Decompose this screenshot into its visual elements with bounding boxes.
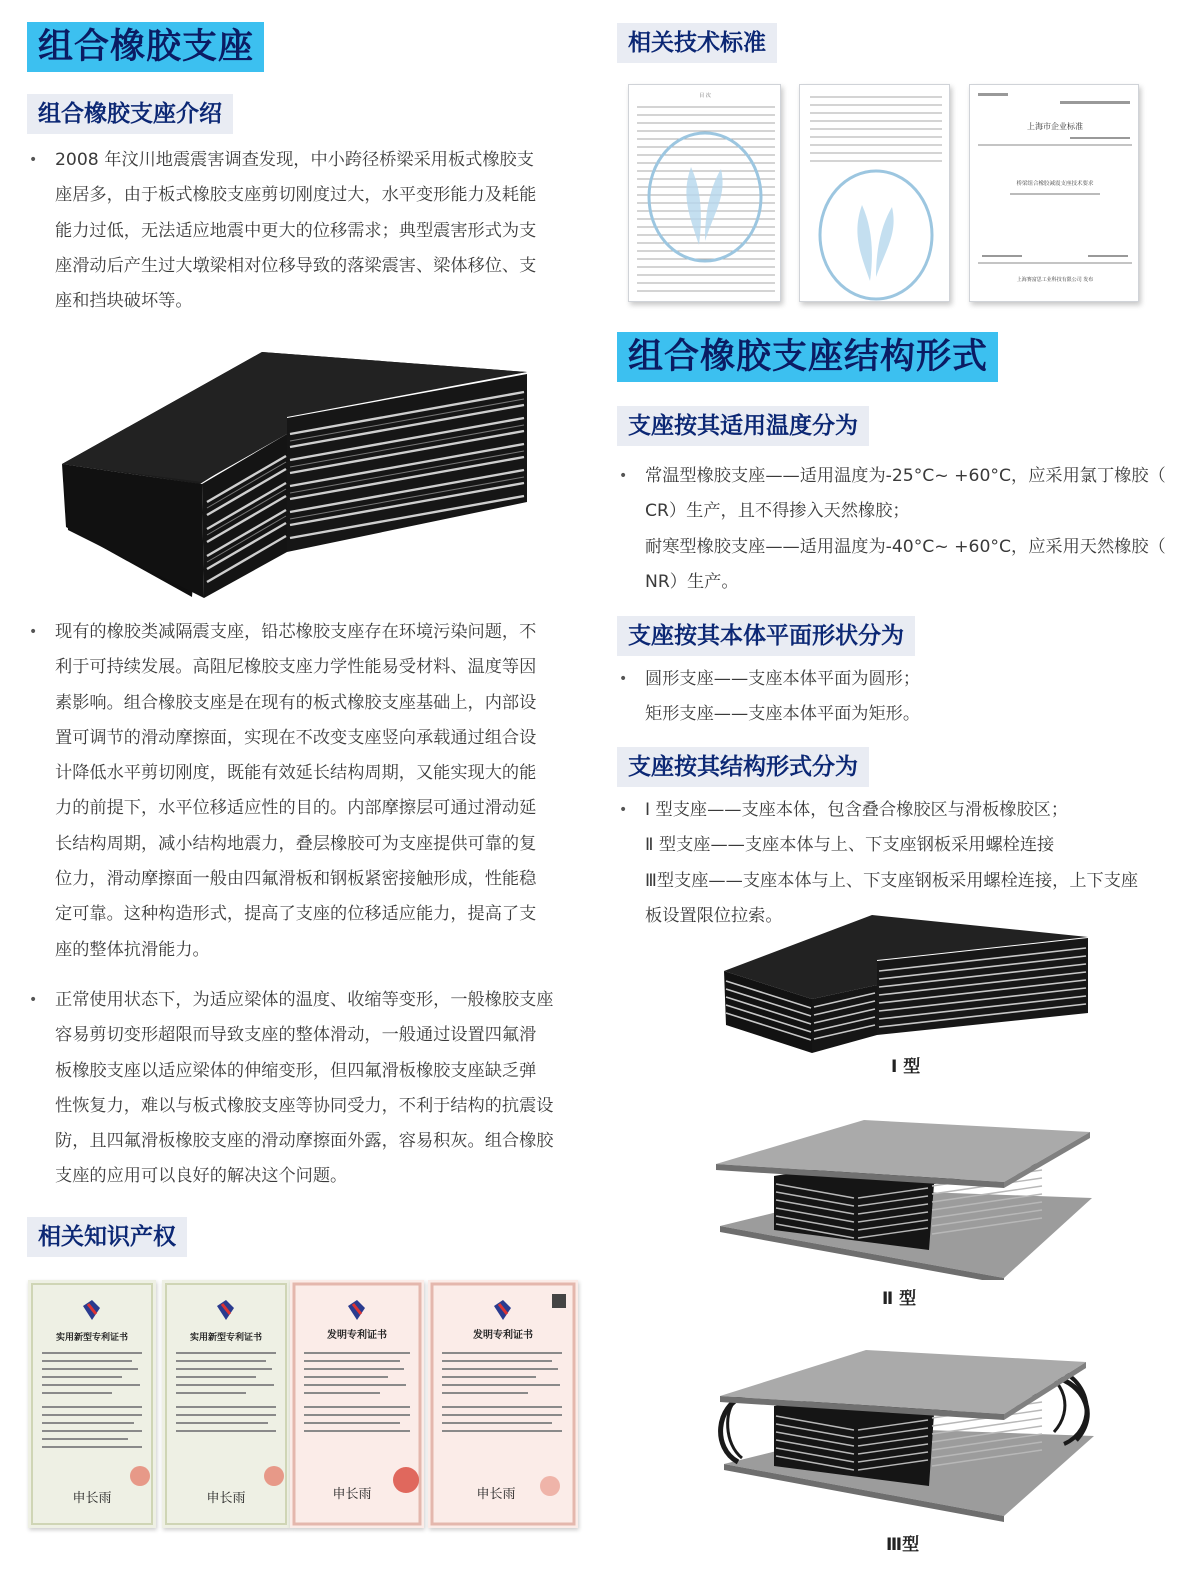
bearing-type-3 <box>714 1344 1096 1524</box>
shape-title: 支座按其本体平面形状分为 <box>617 616 915 656</box>
text-line: 座的整体抗滑能力。 <box>55 939 210 960</box>
text-line: 矩形支座——支座本体平面为矩形。 <box>645 704 921 725</box>
text-line: 支座的应用可以良好的解决这个问题。 <box>55 1166 348 1187</box>
text-line: Ⅰ 型支座——支座本体，包含叠合橡胶区与滑板橡胶区； <box>645 800 1069 820</box>
intro-bullet-1 <box>29 143 599 319</box>
main-title: 组合橡胶支座 <box>27 22 264 72</box>
bullet-dot: • <box>619 671 628 687</box>
text-line: 性恢复力，难以与板式橡胶支座等协同受力，不利于结构的抗震设 <box>55 1095 554 1116</box>
text-line: 圆形支座——支座本体平面为圆形； <box>645 669 921 689</box>
text-line: 板设置限位拉索。 <box>645 905 783 926</box>
bearing-type-1 <box>722 915 1092 1055</box>
bullet-dot: • <box>29 152 38 168</box>
certificate-heading: 实用新型专利证书 <box>55 1333 129 1343</box>
certificates-row <box>28 1280 580 1530</box>
ip-title: 相关知识产权 <box>27 1217 187 1257</box>
text-line: 位力，滑动摩擦面一般由四氟滑板和钢板紧密接触形成，性能稳 <box>55 869 537 890</box>
form-title: 支座按其结构形式分为 <box>617 747 869 787</box>
text-line: 能力过低，无法适应地震中更大的位移需求；典型震害形式为支 <box>55 220 537 241</box>
text-line: 常温型橡胶支座——适用温度为-25°C~ +60°C，应采用氯丁橡胶（ <box>645 466 1166 486</box>
text-line: 力的前提下，水平位移适应性的目的。内部摩擦层可通过滑动延 <box>55 798 537 819</box>
signature: 申长雨 <box>332 1487 372 1502</box>
text-line: 座滑动后产生过大墩梁相对位移导致的落梁震害、梁体移位、支 <box>55 255 537 276</box>
text-line: 置可调节的滑动摩擦面，实现在不改变支座竖向承载通过组合设 <box>55 727 537 748</box>
text-line: CR）生产，且不得掺入天然橡胶； <box>645 501 910 522</box>
intro-bullet-2 <box>29 615 599 968</box>
standard-doc-3 <box>969 84 1139 302</box>
doc-heading: 上海市企业标准 <box>1027 122 1083 131</box>
bullet-dot: • <box>29 992 38 1008</box>
standard-doc-2 <box>799 84 950 302</box>
standards-title: 相关技术标准 <box>617 23 777 63</box>
text-line: 正常使用状态下，为适应梁体的温度、收缩等变形，一般橡胶支座 <box>55 990 554 1010</box>
text-line: 耐寒型橡胶支座——适用温度为-40°C~ +60°C，应采用天然橡胶（ <box>645 536 1166 557</box>
text-line: 防，且四氟滑板橡胶支座的滑动摩擦面外露，容易积灰。组合橡胶 <box>55 1131 554 1152</box>
bullet-dot: • <box>29 624 38 640</box>
doc-heading: 目 次 <box>699 93 711 99</box>
standard-doc-1 <box>628 84 781 302</box>
type-2-caption: Ⅱ 型 <box>882 1289 917 1309</box>
form-bullet <box>619 793 1179 934</box>
certificate-4 <box>428 1280 578 1528</box>
signature: 申长雨 <box>206 1491 246 1506</box>
text-line: 座和挡块破坏等。 <box>55 291 193 312</box>
temp-title: 支座按其适用温度分为 <box>617 406 869 446</box>
structure-title: 组合橡胶支座结构形式 <box>617 332 998 382</box>
text-line: 座居多，由于板式橡胶支座剪切刚度过大，水平变形能力及耗能 <box>55 185 537 206</box>
intro-title: 组合橡胶支座介绍 <box>27 94 233 134</box>
bearing-illustration-large <box>62 352 532 602</box>
type-3-caption: Ⅲ型 <box>886 1535 920 1555</box>
certificate-heading: 实用新型专利证书 <box>189 1333 263 1343</box>
text-line: 利于可持续发展。高阻尼橡胶支座力学性能易受材料、温度等因 <box>55 657 537 678</box>
temp-bullet <box>619 459 1179 600</box>
bullet-dot: • <box>619 802 628 818</box>
certificate-heading: 发明专利证书 <box>327 1330 387 1341</box>
certificate-2 <box>162 1280 290 1528</box>
text-line: 现有的橡胶类减隔震支座，铅芯橡胶支座存在环境污染问题，不 <box>55 622 537 642</box>
text-line: 容易剪切变形超限而导致支座的整体滑动，一般通过设置四氟滑 <box>55 1025 537 1046</box>
intro-bullet-3 <box>29 983 599 1195</box>
signature: 申长雨 <box>72 1491 112 1506</box>
text-line: 计降低水平剪切刚度，既能有效延长结构周期，又能实现大的能 <box>55 763 537 784</box>
text-line: Ⅱ 型支座——支座本体与上、下支座钢板采用螺栓连接 <box>645 835 1055 856</box>
shape-bullet <box>619 662 1179 733</box>
bearing-type-2 <box>714 1118 1094 1280</box>
signature: 申长雨 <box>476 1487 516 1502</box>
text-line: NR）生产。 <box>645 571 739 592</box>
text-line: 定可靠。这种构造形式，提高了支座的位移适应能力，提高了支 <box>55 904 537 925</box>
certificate-1 <box>28 1280 156 1528</box>
type-1-caption: Ⅰ 型 <box>891 1057 921 1077</box>
text-line: 板橡胶支座以适应梁体的伸缩变形，但四氟滑板橡胶支座缺乏弹 <box>55 1060 537 1081</box>
text-line: 素影响。组合橡胶支座是在现有的板式橡胶支座基础上，内部设 <box>55 692 537 713</box>
certificate-heading: 发明专利证书 <box>473 1330 533 1341</box>
text-line: 长结构周期，减小结构地震力，叠层橡胶可为支座提供可靠的复 <box>55 833 537 854</box>
text-line: Ⅲ型支座——支座本体与上、下支座钢板采用螺栓连接，上下支座 <box>645 870 1139 891</box>
doc-subtitle: 桥梁组合橡胶减震支座技术要求 <box>1016 181 1094 187</box>
bullet-dot: • <box>619 468 628 484</box>
certificate-3 <box>290 1280 424 1528</box>
doc-org: 上海赛富思工业科技有限公司 发布 <box>1016 277 1094 283</box>
text-line: 2008 年汶川地震震害调查发现，中小跨径桥梁采用板式橡胶支 <box>55 150 534 170</box>
